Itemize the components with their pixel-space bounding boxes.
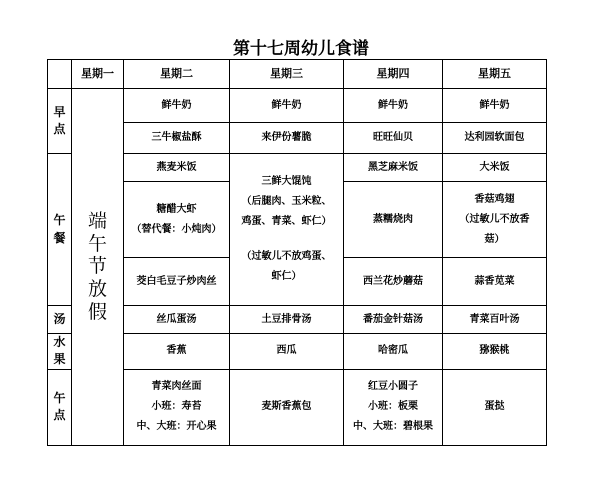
breakfast-fri-1: 鲜牛奶 xyxy=(443,89,547,123)
snack-thu xyxy=(344,369,443,445)
lunch-thu-veg: 西兰花炒蘑菇 xyxy=(344,258,443,306)
fruit-tue: 香蕉 xyxy=(124,334,230,370)
lunch-wed-line-5: 虾仁） xyxy=(271,271,302,282)
header-monday: 星期一 xyxy=(72,60,124,89)
holiday-cell xyxy=(72,89,124,446)
lunch-tue-alt-dish: （替代餐：小炖肉） xyxy=(131,223,222,235)
lunch-tue-main xyxy=(124,182,230,258)
breakfast-wed-2: 来伊份薯脆 xyxy=(230,123,344,154)
header-wednesday: 星期三 xyxy=(230,60,344,89)
snack-thu-line-1: 红豆小圆子 xyxy=(368,381,418,393)
meal-label-soup: 汤 xyxy=(48,306,72,334)
snack-tue xyxy=(124,369,230,445)
header-row xyxy=(48,60,547,89)
breakfast-thu-2: 旺旺仙贝 xyxy=(344,123,443,154)
soup-thu: 番茄金针菇汤 xyxy=(344,306,443,334)
snack-fri: 蛋挞 xyxy=(443,369,547,445)
meal-label-fruit xyxy=(48,334,72,370)
lunch-tue-staple: 燕麦米饭 xyxy=(124,154,230,182)
lunch-fri-note-1: （过敏儿不放香 xyxy=(459,213,530,225)
lunch-thu-main: 蒸糯烧肉 xyxy=(344,182,443,258)
snack-wed: 麦斯香蕉包 xyxy=(230,369,344,445)
snack-thu-line-3: 中、大班：碧根果 xyxy=(353,421,433,433)
meal-label-snack-text: 午点 xyxy=(53,390,66,423)
header-tuesday: 星期二 xyxy=(124,60,230,89)
breakfast-wed-1: 鲜牛奶 xyxy=(230,89,344,123)
snack-tue-line-1: 青菜肉丝面 xyxy=(151,381,202,393)
soup-tue: 丝瓜蛋汤 xyxy=(124,306,230,334)
breakfast-thu-1: 鲜牛奶 xyxy=(344,89,443,123)
lunch-fri-note-2: 菇） xyxy=(484,233,505,245)
soup-fri: 青菜百叶汤 xyxy=(443,306,547,334)
meal-label-breakfast: 早点 xyxy=(48,89,72,154)
page-title: 第十七周幼儿食谱 xyxy=(233,39,369,59)
meal-label-lunch xyxy=(48,154,72,306)
breakfast-row-1 xyxy=(48,89,547,123)
meal-label-snack xyxy=(48,369,72,445)
header-friday: 星期五 xyxy=(443,60,547,89)
breakfast-tue-1: 鲜牛奶 xyxy=(124,89,230,123)
lunch-fri-main-dish: 香菇鸡翅 xyxy=(474,193,515,205)
fruit-wed: 西瓜 xyxy=(230,334,344,370)
meal-label-lunch-text: 午餐 xyxy=(53,213,66,245)
lunch-tue-veg: 茭白毛豆子炒肉丝 xyxy=(124,258,230,306)
snack-thu-line-2: 小班：板栗 xyxy=(368,401,418,413)
breakfast-fri-2: 达利园软面包 xyxy=(443,123,547,154)
lunch-wed-line-4: （过敏儿不放鸡蛋、 xyxy=(241,251,332,262)
corner-cell xyxy=(48,60,72,89)
menu-table xyxy=(47,59,547,446)
fruit-fri: 猕猴桃 xyxy=(443,334,547,370)
lunch-fri-staple: 大米饭 xyxy=(443,154,547,182)
lunch-thu-staple: 黑芝麻米饭 xyxy=(344,154,443,182)
lunch-fri-veg: 蒜香苋菜 xyxy=(443,258,547,306)
lunch-wed-line-1: 三鲜大馄饨 xyxy=(261,176,312,187)
lunch-wed-line-3: 鸡蛋、青菜、虾仁） xyxy=(241,216,332,227)
lunch-fri-main xyxy=(443,182,547,258)
lunch-tue-main-dish: 糖醋大虾 xyxy=(156,203,197,215)
holiday-text: 端午节放假 xyxy=(87,209,107,324)
header-thursday: 星期四 xyxy=(344,60,443,89)
soup-wed: 土豆排骨汤 xyxy=(230,306,344,334)
snack-tue-line-3: 中、大班：开心果 xyxy=(136,421,217,433)
lunch-wed-line-2: （后腿肉、玉米粒、 xyxy=(241,196,332,207)
fruit-thu: 哈密瓜 xyxy=(344,334,443,370)
lunch-wed-cell xyxy=(230,154,344,306)
breakfast-tue-2: 三牛椒盐酥 xyxy=(124,123,230,154)
meal-label-fruit-text: 水果 xyxy=(53,335,66,367)
snack-tue-line-2: 小班：寿苔 xyxy=(151,401,202,413)
